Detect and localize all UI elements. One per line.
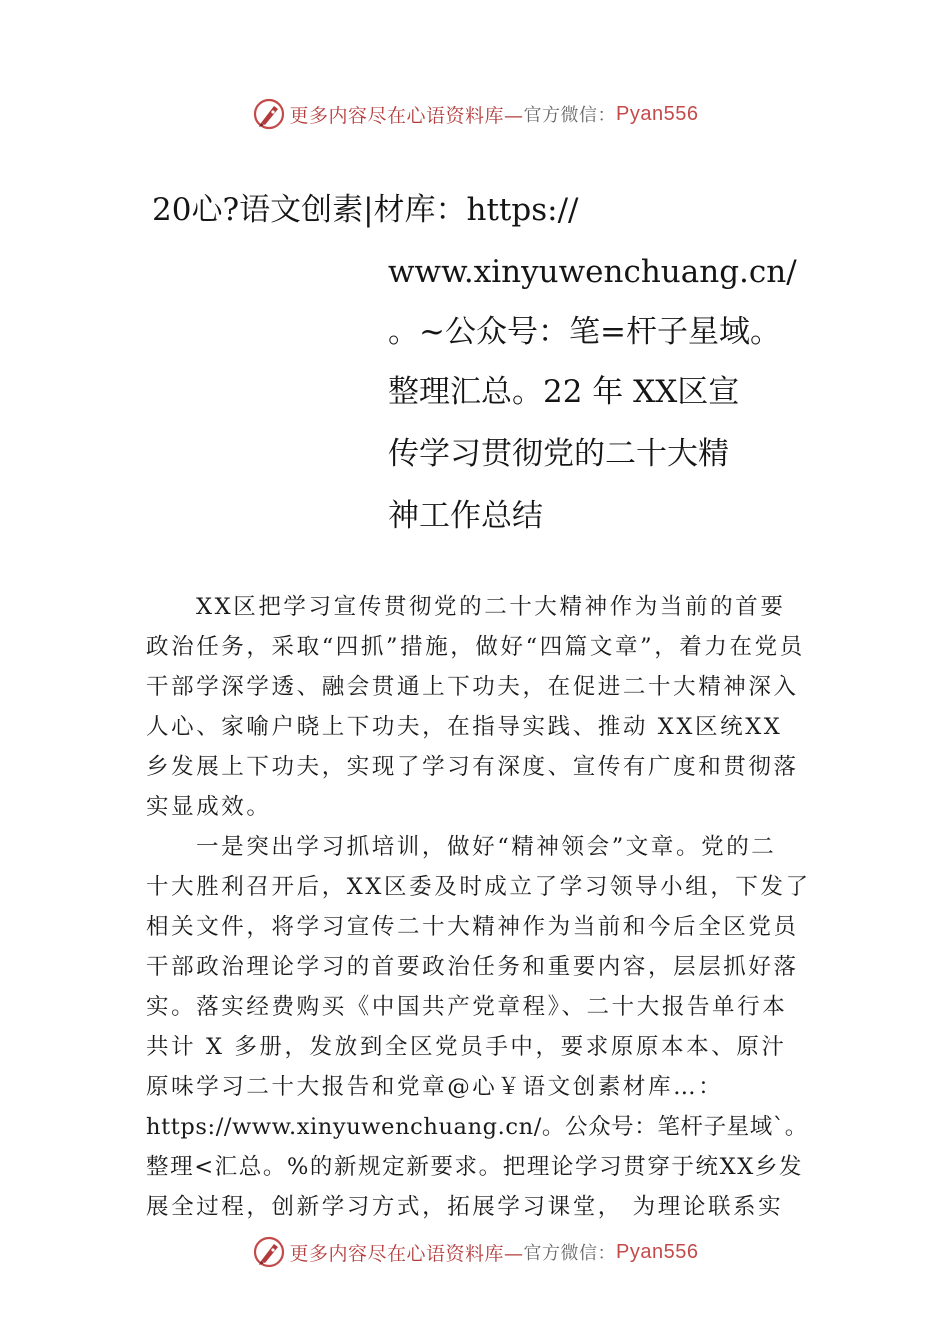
- body-line: 政治任务，采取“四抓”措施，做好“四篇文章”，着力在党员: [146, 634, 805, 660]
- banner-label: 官方微信：: [523, 1243, 617, 1264]
- body-line: 乡发展上下功夫，实现了学习有深度、宣传有广度和贯彻落: [146, 754, 799, 780]
- body-line: 实显成效。: [146, 794, 272, 820]
- title-line: 20心?语文创素|材库：https://: [152, 192, 579, 228]
- body-line: 干部政治理论学习的首要政治任务和重要内容，层层抓好落: [146, 954, 799, 980]
- title-line: 整理汇总。22 年 XX区宣: [388, 374, 740, 410]
- footer-banner: [0, 1232, 950, 1272]
- body-line: XX区把学习宣传贯彻党的二十大精神作为当前的首要: [196, 594, 786, 620]
- body-line: 实。落实经费购买《中国共产党章程》、二十大报告单行本: [146, 994, 788, 1020]
- body-line: 一是突出学习抓培训，做好“精神领会”文章。党的二: [196, 834, 777, 860]
- body-line: 原味学习二十大报告和党章@心￥语文创素材库…：: [146, 1074, 724, 1100]
- title-line: 神工作总结: [388, 498, 543, 534]
- banner-text: 更多内容尽在心语资料库—: [289, 1242, 524, 1265]
- body-line: 干部学深学透、融会贯通上下功夫，在促进二十大精神深入: [146, 674, 799, 700]
- pen-nib-logo-icon: [252, 97, 286, 131]
- banner-text: 更多内容尽在心语资料库—: [289, 104, 524, 127]
- body-line: 展全过程，创新学习方式，拓展学习课堂， 为理论联系实: [146, 1194, 784, 1220]
- pen-nib-logo-icon: [252, 1235, 286, 1269]
- title-line: 。~公众号：笔=杆子星域。: [388, 314, 781, 350]
- body-line: 共计 X 多册，发放到全区党员手中，要求原原本本、原汁: [146, 1034, 787, 1060]
- body-line: 整理<汇总。%的新规定新要求。把理论学习贯穿于统XX乡发: [146, 1154, 804, 1180]
- banner-label: 官方微信：: [523, 105, 617, 126]
- title-line: 传学习贯彻党的二十大精: [388, 436, 729, 472]
- body-line: https://www.xinyuwenchuang.cn/。公众号：笔杆子星域`。: [146, 1114, 808, 1140]
- body-line: 相关文件，将学习宣传二十大精神作为当前和今后全区党员: [146, 914, 799, 940]
- title-line: www.xinyuwenchuang.cn/: [388, 254, 797, 290]
- body-line: 十大胜利召开后，XX区委及时成立了学习领导小组，下发了: [146, 874, 811, 900]
- header-banner: [0, 94, 950, 134]
- banner-wechat-id: Pyan556: [616, 102, 699, 125]
- body-line: 人心、家喻户晓上下功夫，在指导实践、推动 XX区统XX: [146, 714, 783, 740]
- banner-wechat-id: Pyan556: [616, 1240, 699, 1263]
